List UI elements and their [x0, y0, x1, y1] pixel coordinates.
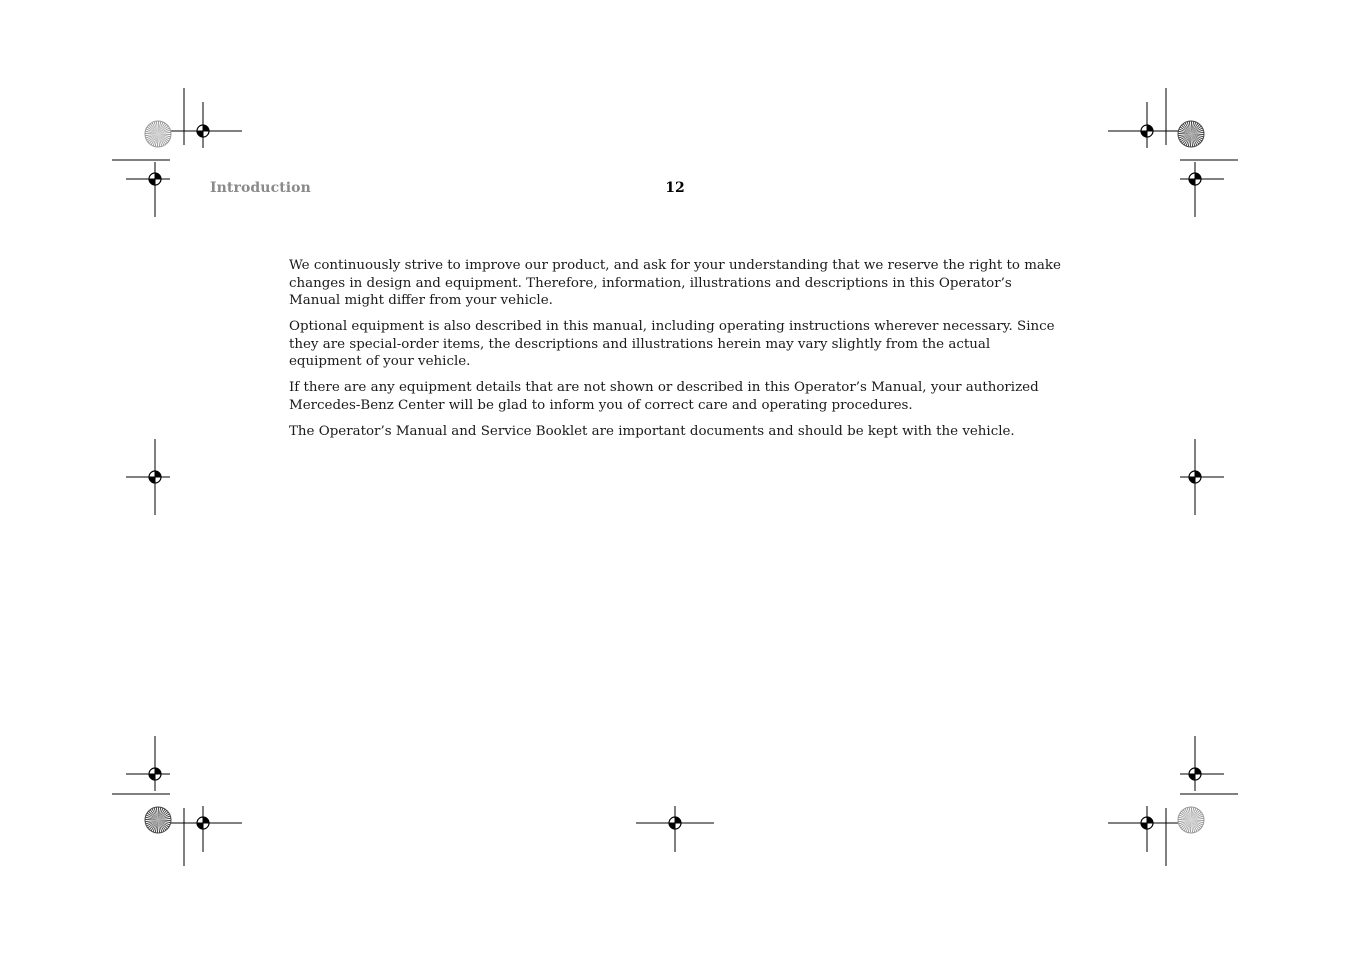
target-quadrant — [197, 131, 203, 137]
registration-target — [126, 736, 170, 791]
registration-marks — [126, 102, 1224, 852]
target-quadrant — [155, 471, 161, 477]
target-quadrant — [1189, 774, 1195, 780]
target-quadrant — [203, 125, 209, 131]
target-quadrant — [1147, 817, 1153, 823]
page-number: 12 — [665, 180, 685, 196]
target-quadrant — [155, 173, 161, 179]
target-quadrant — [149, 477, 155, 483]
registration-target — [126, 439, 170, 515]
target-quadrant — [197, 823, 203, 829]
target-quadrant — [1189, 477, 1195, 483]
registration-target — [1108, 102, 1186, 148]
star-target — [1178, 807, 1204, 833]
target-quadrant — [675, 817, 681, 823]
target-quadrant — [1147, 125, 1153, 131]
target-quadrant — [149, 774, 155, 780]
registration-target — [636, 806, 714, 852]
paragraph: The Operator’s Manual and Service Booklet are important documents and should be kept with the vehicle. — [289, 423, 1015, 439]
target-quadrant — [1195, 768, 1201, 774]
registration-target — [164, 806, 242, 852]
target-quadrant — [1195, 471, 1201, 477]
section-title: Introduction — [210, 180, 311, 196]
registration-target — [1180, 736, 1224, 791]
target-quadrant — [1141, 131, 1147, 137]
paragraph: If there are any equipment details that are not shown or described in this Operator’s Manual, your authorized Mercedes-Benz Center will be glad to inform you of correct care and operating procedures. — [289, 380, 1039, 413]
registration-target — [1180, 439, 1224, 515]
target-quadrant — [155, 768, 161, 774]
registration-target — [126, 162, 170, 217]
crop-marks — [112, 88, 1238, 866]
target-quadrant — [1195, 173, 1201, 179]
paragraph: We continuously strive to improve our product, and ask for your understanding that we reserve the right to make changes in design and equipment. Therefore, information, illustrations and descriptions in this Operator’s Manual might differ from your vehicle. — [289, 258, 1061, 308]
target-quadrant — [1189, 179, 1195, 185]
registration-target — [1108, 806, 1186, 852]
paragraph: Optional equipment is also described in this manual, including operating instructions wherever necessary. Since they are special-order items, the descriptions and illustrations herein may vary slightly from the actual equipment of your vehicle. — [289, 319, 1055, 369]
star-target — [145, 807, 171, 833]
star-target — [1178, 121, 1204, 147]
target-quadrant — [203, 817, 209, 823]
star-target — [145, 121, 171, 147]
body-text — [289, 257, 1064, 449]
color-star-targets — [145, 121, 1204, 833]
target-quadrant — [669, 823, 675, 829]
registration-target — [164, 102, 242, 148]
target-quadrant — [1141, 823, 1147, 829]
registration-target — [1180, 162, 1224, 217]
target-quadrant — [149, 179, 155, 185]
